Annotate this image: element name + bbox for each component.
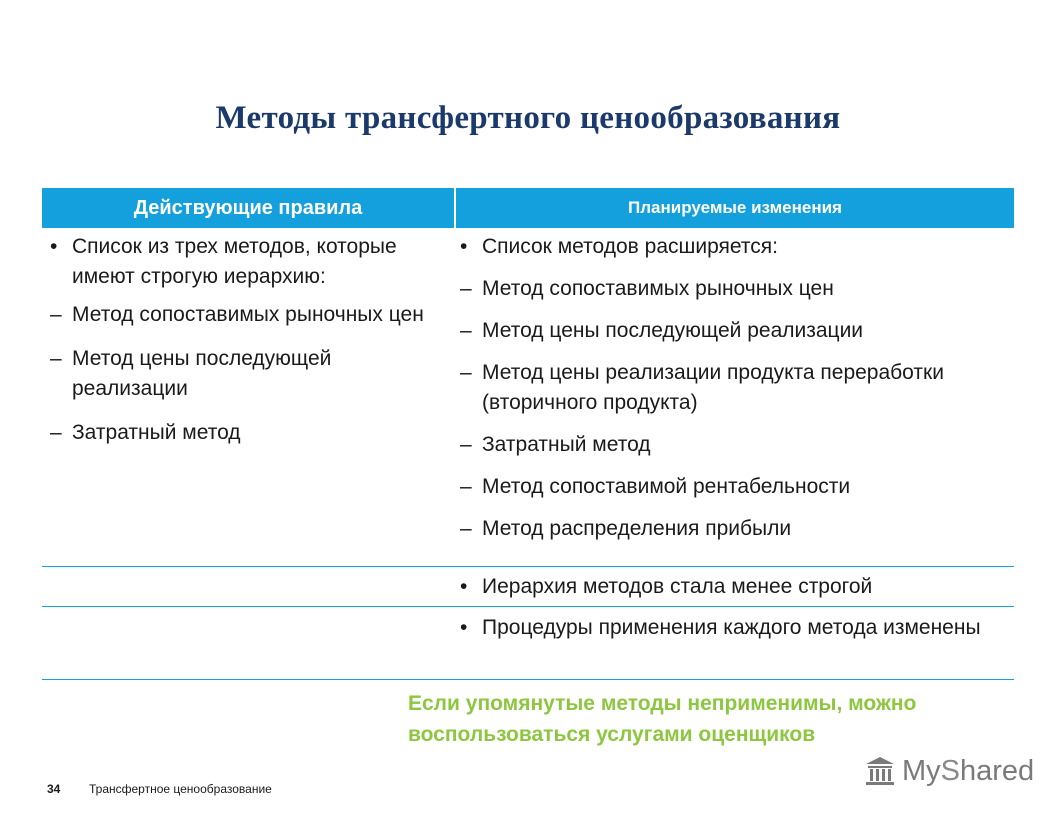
right-bullet xyxy=(460,232,1010,262)
dash-mark: – xyxy=(460,277,472,300)
dash-mark: – xyxy=(460,433,472,456)
left-dash-item xyxy=(50,418,450,448)
dash-mark: – xyxy=(460,475,472,498)
left-dash-item xyxy=(50,344,450,404)
row-divider xyxy=(42,679,1014,680)
dash-mark: – xyxy=(460,319,472,342)
row-hierarchy-text: Иерархия методов стала менее строгой xyxy=(482,575,873,598)
bullet-mark: • xyxy=(50,235,58,258)
row-procedures xyxy=(460,613,1010,643)
myshared-logo xyxy=(864,752,1034,790)
row-divider xyxy=(42,606,1014,607)
header-current-rules: Действующие правила xyxy=(42,188,454,228)
left-item-text: Метод цены последующей реализации xyxy=(72,347,332,400)
logo-text-s: S xyxy=(940,754,961,787)
left-item-text: Затратный метод xyxy=(72,421,241,444)
right-bullet-text: Список методов расширяется: xyxy=(482,235,778,258)
logo-text-my: My xyxy=(902,754,941,787)
footer-text: Трансфертное ценообразование xyxy=(89,782,272,796)
right-item-text: Метод цены реализации продукта переработки (вторичного продукта) xyxy=(482,361,944,414)
row-divider xyxy=(42,566,1014,567)
right-item-text: Метод распределения прибыли xyxy=(482,517,792,540)
right-dash-item xyxy=(460,430,1010,460)
row-procedures-bullet xyxy=(460,613,1010,643)
right-dash-item xyxy=(460,472,1010,502)
dash-mark: – xyxy=(460,517,472,540)
row-hierarchy xyxy=(460,572,1010,602)
left-dash-item xyxy=(50,300,450,330)
right-dash-item xyxy=(460,514,1010,544)
left-bullet-text: Список из трех методов, которые имеют строгую иерархию: xyxy=(72,235,397,288)
page-number: 34 xyxy=(47,782,61,796)
right-column xyxy=(460,232,1010,544)
bullet-mark: • xyxy=(460,575,468,598)
right-item-text: Метод сопоставимой рентабельности xyxy=(482,475,851,498)
row-procedures-text: Процедуры применения каждого метода изменены xyxy=(482,616,981,639)
slide-title: Методы трансфертного ценообразования xyxy=(215,100,841,136)
dash-mark: – xyxy=(50,421,62,444)
row-hierarchy-bullet xyxy=(460,572,1010,602)
right-item-text: Метод сопоставимых рыночных цен xyxy=(482,277,834,300)
green-note: Если упомянутые методы неприменимы, можно воспользоваться услугами оценщиков xyxy=(408,692,917,746)
right-dash-item xyxy=(460,274,1010,304)
right-item-text: Затратный метод xyxy=(482,433,651,456)
right-dash-item xyxy=(460,316,1010,346)
left-bullet xyxy=(50,232,450,292)
right-dash-item xyxy=(460,358,1010,418)
dash-mark: – xyxy=(50,303,62,326)
left-item-text: Метод сопоставимых рыночных цен xyxy=(72,303,424,326)
bullet-mark: • xyxy=(460,616,468,639)
left-column xyxy=(50,232,450,448)
dash-mark: – xyxy=(460,361,472,384)
dash-mark: – xyxy=(50,347,62,370)
bullet-mark: • xyxy=(460,235,468,258)
right-item-text: Метод цены последующей реализации xyxy=(482,319,864,342)
logo-text-hared: hared xyxy=(960,754,1035,787)
building-icon xyxy=(864,756,896,786)
header-planned-changes: Планируемые изменения xyxy=(456,188,1014,228)
